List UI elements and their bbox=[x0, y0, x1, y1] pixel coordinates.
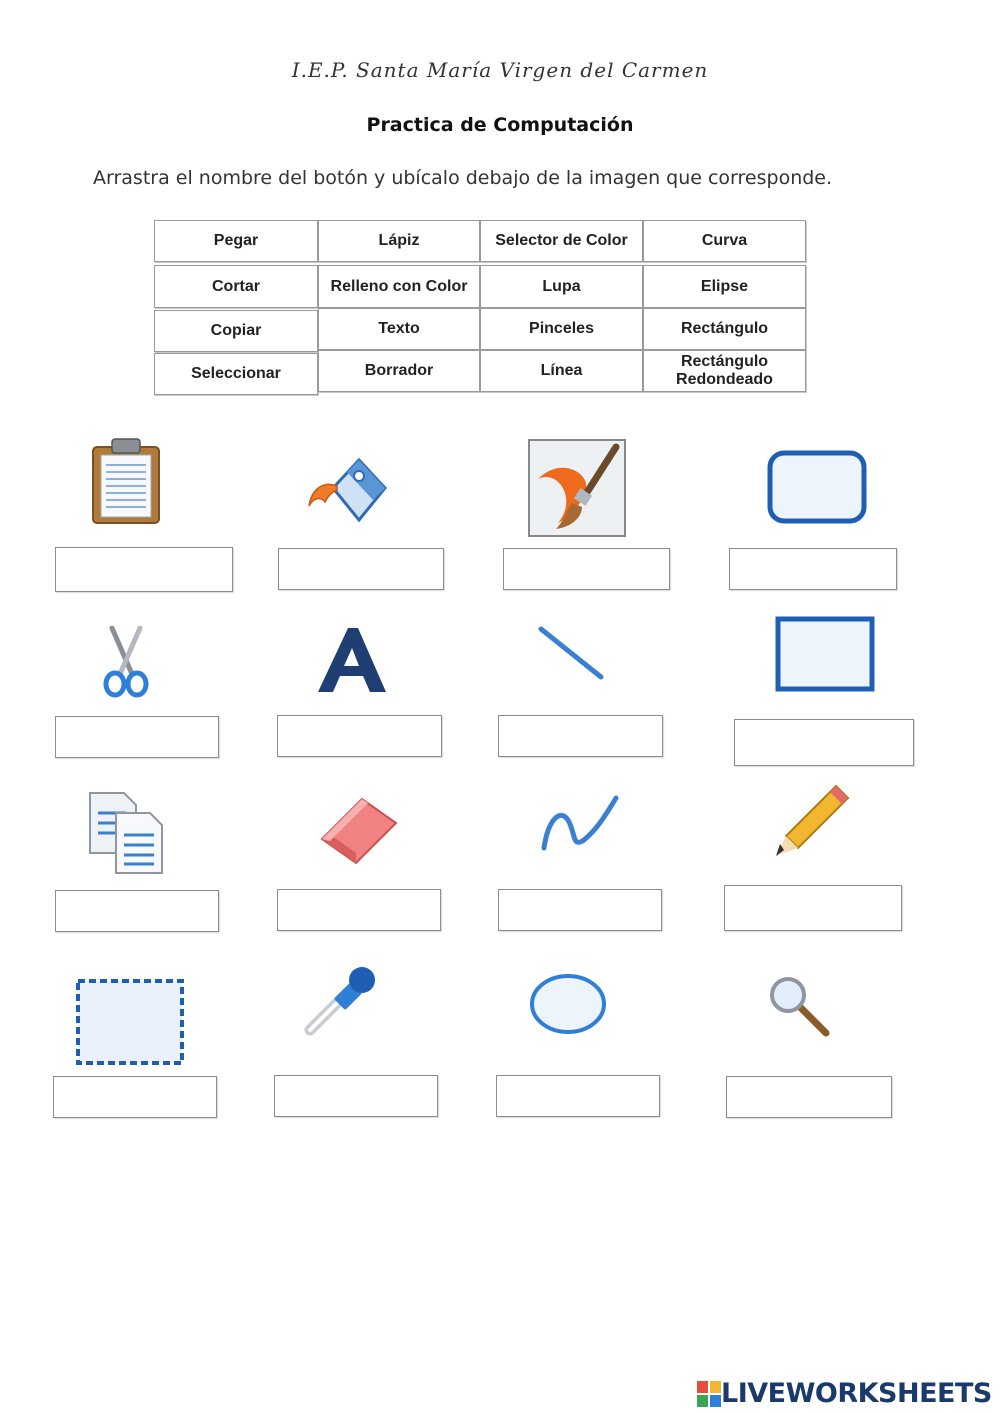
drop-box-13[interactable] bbox=[53, 1076, 217, 1118]
word-borrador[interactable]: Borrador bbox=[318, 350, 480, 392]
drop-box-9[interactable] bbox=[55, 890, 219, 932]
copy-icon bbox=[86, 791, 166, 880]
rectangle-icon bbox=[775, 616, 875, 697]
drop-box-6[interactable] bbox=[277, 715, 442, 757]
drop-box-16[interactable] bbox=[726, 1076, 892, 1118]
curve-icon bbox=[538, 790, 624, 859]
paint-bucket-icon bbox=[303, 448, 389, 533]
drop-box-12[interactable] bbox=[724, 885, 902, 931]
select-icon bbox=[75, 978, 185, 1071]
pencil-icon bbox=[772, 782, 852, 863]
magnifier-icon bbox=[768, 975, 832, 1044]
drop-box-2[interactable] bbox=[278, 548, 444, 590]
logo-grid-icon bbox=[697, 1381, 721, 1407]
color-picker-icon bbox=[304, 962, 380, 1041]
word-rectangulo-redondeado[interactable]: Rectángulo Redondeado bbox=[643, 350, 806, 392]
drop-box-4[interactable] bbox=[729, 548, 897, 590]
word-pegar[interactable]: Pegar bbox=[154, 220, 318, 262]
brushes-icon bbox=[528, 439, 626, 542]
drop-box-5[interactable] bbox=[55, 716, 219, 758]
word-pinceles[interactable]: Pinceles bbox=[480, 308, 643, 350]
clipboard-paste-icon bbox=[90, 437, 162, 530]
drop-box-1[interactable] bbox=[55, 547, 233, 592]
eraser-icon bbox=[318, 795, 398, 870]
school-name: I.E.P. Santa María Virgen del Carmen bbox=[291, 58, 709, 82]
drop-box-10[interactable] bbox=[277, 889, 441, 931]
word-elipse[interactable]: Elipse bbox=[643, 265, 806, 308]
word-selector-de-color[interactable]: Selector de Color bbox=[480, 220, 643, 262]
liveworksheets-logo bbox=[697, 1378, 992, 1409]
drop-box-7[interactable] bbox=[498, 715, 663, 757]
word-copiar[interactable]: Copiar bbox=[154, 310, 318, 352]
page-title: Practica de Computación bbox=[366, 114, 634, 136]
word-lupa[interactable]: Lupa bbox=[480, 265, 643, 308]
word-rectangulo[interactable]: Rectángulo bbox=[643, 308, 806, 350]
word-curva[interactable]: Curva bbox=[643, 220, 806, 262]
text-a-icon bbox=[314, 626, 390, 699]
word-texto[interactable]: Texto bbox=[318, 308, 480, 350]
drop-box-8[interactable] bbox=[734, 719, 914, 766]
logo-text: LIVEWORKSHEETS bbox=[721, 1378, 992, 1409]
drop-box-14[interactable] bbox=[274, 1075, 438, 1117]
word-lapiz[interactable]: Lápiz bbox=[318, 220, 480, 262]
scissors-icon bbox=[102, 626, 150, 703]
drop-box-3[interactable] bbox=[503, 548, 670, 590]
word-seleccionar[interactable]: Seleccionar bbox=[154, 353, 318, 395]
word-linea[interactable]: Línea bbox=[480, 350, 643, 392]
instructions: Arrastra el nombre del botón y ubícalo debajo de la imagen que corresponde. bbox=[93, 167, 833, 189]
word-cortar[interactable]: Cortar bbox=[154, 265, 318, 308]
drop-box-11[interactable] bbox=[498, 889, 662, 931]
ellipse-icon bbox=[528, 972, 608, 1041]
rounded-rectangle-icon bbox=[767, 450, 867, 529]
drop-box-15[interactable] bbox=[496, 1075, 660, 1117]
word-relleno-con-color[interactable]: Relleno con Color bbox=[318, 265, 480, 308]
line-icon bbox=[537, 625, 605, 686]
